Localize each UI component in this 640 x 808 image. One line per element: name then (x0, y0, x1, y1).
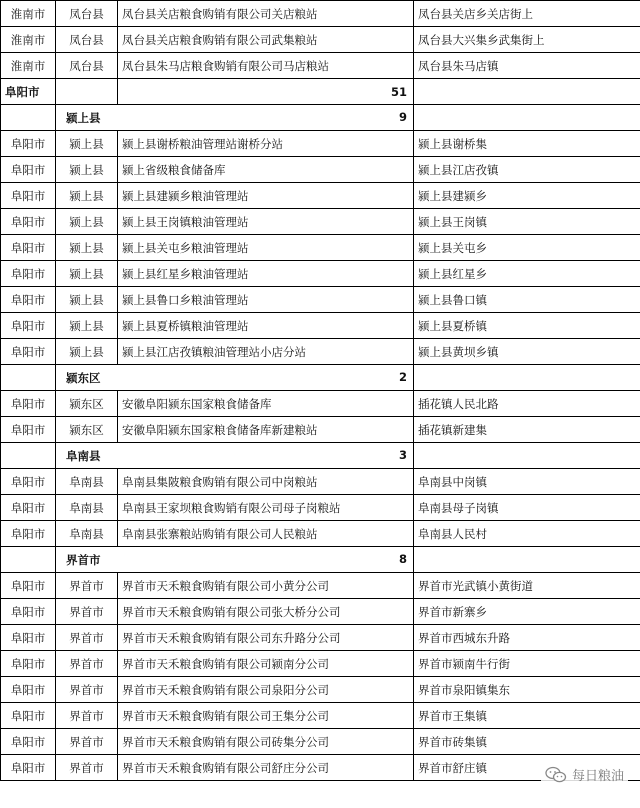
unit-name-cell: 颍上县鲁口乡粮油管理站 (118, 287, 414, 313)
empty-cell (1, 105, 56, 131)
unit-name-cell: 界首市天禾粮食购销有限公司泉阳分公司 (118, 677, 414, 703)
address-cell: 界首市新寨乡 (414, 599, 640, 625)
address-cell: 颍上县夏桥镇 (414, 313, 640, 339)
city-group-row (1, 79, 640, 105)
unit-name-cell: 颍上县建颍乡粮油管理站 (118, 183, 414, 209)
empty-cell (414, 443, 640, 469)
unit-name-cell: 颍上县江店孜镇粮油管理站小店分站 (118, 339, 414, 365)
county-group-name (56, 443, 414, 469)
address-cell: 凤台县关店乡关店街上 (414, 1, 640, 27)
county-cell: 凤台县 (56, 1, 118, 27)
city-group-name: 阜阳市 (1, 79, 56, 105)
table-row (1, 391, 640, 417)
county-cell: 颍上县 (56, 157, 118, 183)
table-row (1, 495, 640, 521)
city-cell: 淮南市 (1, 27, 56, 53)
county-cell: 阜南县 (56, 521, 118, 547)
unit-name-cell: 安徽阜阳颍东国家粮食储备库 (118, 391, 414, 417)
county-cell: 凤台县 (56, 27, 118, 53)
unit-name-cell: 安徽阜阳颍东国家粮食储备库新建粮站 (118, 417, 414, 443)
unit-name-cell: 颍上省级粮食储备库 (118, 157, 414, 183)
city-cell: 阜阳市 (1, 651, 56, 677)
unit-name-cell: 颍上县谢桥粮油管理站谢桥分站 (118, 131, 414, 157)
unit-name-cell: 阜南县集陂粮食购销有限公司中岗粮站 (118, 469, 414, 495)
watermark (541, 763, 628, 786)
city-cell: 阜阳市 (1, 469, 56, 495)
unit-name-cell: 凤台县关店粮食购销有限公司武集粮站 (118, 27, 414, 53)
county-cell: 颍上县 (56, 131, 118, 157)
county-cell: 界首市 (56, 573, 118, 599)
empty-cell (1, 547, 56, 573)
empty-cell (414, 79, 640, 105)
table-row (1, 573, 640, 599)
county-cell: 界首市 (56, 703, 118, 729)
table-row (1, 313, 640, 339)
address-cell: 插花镇新建集 (414, 417, 640, 443)
address-cell: 阜南县中岗镇 (414, 469, 640, 495)
county-cell: 颍上县 (56, 235, 118, 261)
county-cell: 颍上县 (56, 261, 118, 287)
city-cell: 阜阳市 (1, 495, 56, 521)
county-cell: 界首市 (56, 677, 118, 703)
unit-name-cell: 凤台县关店粮食购销有限公司关店粮站 (118, 1, 414, 27)
city-cell: 阜阳市 (1, 339, 56, 365)
county-cell: 颍上县 (56, 209, 118, 235)
unit-name-cell: 颍上县王岗镇粮油管理站 (118, 209, 414, 235)
address-cell: 插花镇人民北路 (414, 391, 640, 417)
unit-name-cell: 阜南县张寨粮站购销有限公司人民粮站 (118, 521, 414, 547)
table-row (1, 27, 640, 53)
county-cell: 阜南县 (56, 469, 118, 495)
empty-cell (56, 79, 118, 105)
empty-cell (414, 547, 640, 573)
county-cell: 颍上县 (56, 339, 118, 365)
city-cell: 阜阳市 (1, 417, 56, 443)
table-row (1, 521, 640, 547)
empty-cell (1, 443, 56, 469)
address-cell: 阜南县人民村 (414, 521, 640, 547)
unit-name-cell: 界首市天禾粮食购销有限公司东升路分公司 (118, 625, 414, 651)
city-cell: 阜阳市 (1, 235, 56, 261)
table-row (1, 131, 640, 157)
county-cell: 凤台县 (56, 53, 118, 79)
county-group-row (1, 105, 640, 131)
county-cell: 界首市 (56, 729, 118, 755)
county-group-label: 颍东区 (66, 370, 101, 385)
county-cell: 阜南县 (56, 495, 118, 521)
unit-name-cell: 阜南县王家坝粮食购销有限公司母子岗粮站 (118, 495, 414, 521)
address-cell: 颍上县江店孜镇 (414, 157, 640, 183)
table-row (1, 287, 640, 313)
city-cell: 阜阳市 (1, 521, 56, 547)
unit-name-cell: 界首市天禾粮食购销有限公司王集分公司 (118, 703, 414, 729)
address-cell: 界首市颍南牛行街 (414, 651, 640, 677)
county-cell: 颍东区 (56, 391, 118, 417)
city-cell: 阜阳市 (1, 677, 56, 703)
table-row (1, 729, 640, 755)
address-cell: 凤台县朱马店镇 (414, 53, 640, 79)
address-cell: 颍上县鲁口镇 (414, 287, 640, 313)
table-row (1, 1, 640, 27)
county-group-label: 颍上县 (66, 110, 101, 125)
county-group-row (1, 365, 640, 391)
address-cell: 界首市泉阳镇集东 (414, 677, 640, 703)
city-cell: 淮南市 (1, 53, 56, 79)
unit-name-cell: 颍上县红星乡粮油管理站 (118, 261, 414, 287)
city-cell: 阜阳市 (1, 755, 56, 781)
county-group-row (1, 547, 640, 573)
address-cell: 界首市西城东升路 (414, 625, 640, 651)
address-cell: 颍上县关屯乡 (414, 235, 640, 261)
county-cell: 界首市 (56, 755, 118, 781)
address-cell: 界首市舒庄镇 (414, 755, 640, 781)
group-count: 51 (118, 79, 414, 105)
county-cell: 颍上县 (56, 313, 118, 339)
county-group-name (56, 365, 414, 391)
county-group-name (56, 547, 414, 573)
group-count: 8 (398, 551, 407, 566)
address-cell: 凤台县大兴集乡武集街上 (414, 27, 640, 53)
city-cell: 阜阳市 (1, 131, 56, 157)
table-row (1, 469, 640, 495)
city-cell: 阜阳市 (1, 703, 56, 729)
watermark-text: 每日粮油 (571, 769, 624, 784)
address-cell: 界首市王集镇 (414, 703, 640, 729)
table-row (1, 183, 640, 209)
table-row (1, 339, 640, 365)
group-count: 3 (398, 447, 407, 462)
address-cell: 界首市砖集镇 (414, 729, 640, 755)
table-row (1, 651, 640, 677)
empty-cell (414, 365, 640, 391)
empty-cell (414, 105, 640, 131)
unit-name-cell: 界首市天禾粮食购销有限公司张大桥分公司 (118, 599, 414, 625)
city-cell: 淮南市 (1, 1, 56, 27)
city-cell: 阜阳市 (1, 209, 56, 235)
group-count: 9 (398, 109, 407, 124)
city-cell: 阜阳市 (1, 573, 56, 599)
city-cell: 阜阳市 (1, 157, 56, 183)
county-group-name (56, 105, 414, 131)
county-group-label: 阜南县 (66, 448, 101, 463)
unit-name-cell: 凤台县朱马店粮食购销有限公司马店粮站 (118, 53, 414, 79)
address-cell: 颍上县黄坝乡镇 (414, 339, 640, 365)
table-row (1, 209, 640, 235)
address-cell: 颍上县谢桥集 (414, 131, 640, 157)
table-row (1, 157, 640, 183)
unit-name-cell: 颍上县关屯乡粮油管理站 (118, 235, 414, 261)
address-cell: 颍上县红星乡 (414, 261, 640, 287)
address-cell: 颍上县王岗镇 (414, 209, 640, 235)
address-cell: 阜南县母子岗镇 (414, 495, 640, 521)
city-cell: 阜阳市 (1, 729, 56, 755)
unit-name-cell: 界首市天禾粮食购销有限公司砖集分公司 (118, 729, 414, 755)
table-row (1, 235, 640, 261)
table-row (1, 599, 640, 625)
city-cell: 阜阳市 (1, 287, 56, 313)
county-cell: 界首市 (56, 651, 118, 677)
address-cell: 界首市光武镇小黄街道 (414, 573, 640, 599)
county-group-label: 界首市 (66, 552, 101, 567)
city-cell: 阜阳市 (1, 183, 56, 209)
city-cell: 阜阳市 (1, 625, 56, 651)
unit-name-cell: 界首市天禾粮食购销有限公司颍南分公司 (118, 651, 414, 677)
group-count: 2 (398, 369, 407, 384)
unit-name-cell: 界首市天禾粮食购销有限公司小黄分公司 (118, 573, 414, 599)
county-cell: 颍东区 (56, 417, 118, 443)
unit-name-cell: 颍上县夏桥镇粮油管理站 (118, 313, 414, 339)
city-cell: 阜阳市 (1, 313, 56, 339)
unit-name-cell: 界首市天禾粮食购销有限公司舒庄分公司 (118, 755, 414, 781)
table-row (1, 53, 640, 79)
city-cell: 阜阳市 (1, 261, 56, 287)
county-cell: 颍上县 (56, 287, 118, 313)
wechat-icon (545, 766, 567, 784)
address-cell: 颍上县建颍乡 (414, 183, 640, 209)
county-cell: 界首市 (56, 625, 118, 651)
county-group-row (1, 443, 640, 469)
county-cell: 界首市 (56, 599, 118, 625)
table-row (1, 417, 640, 443)
table-row (1, 703, 640, 729)
table-row (1, 625, 640, 651)
table-row (1, 261, 640, 287)
city-cell: 阜阳市 (1, 599, 56, 625)
empty-cell (1, 365, 56, 391)
city-cell: 阜阳市 (1, 391, 56, 417)
county-cell: 颍上县 (56, 183, 118, 209)
table-row (1, 677, 640, 703)
